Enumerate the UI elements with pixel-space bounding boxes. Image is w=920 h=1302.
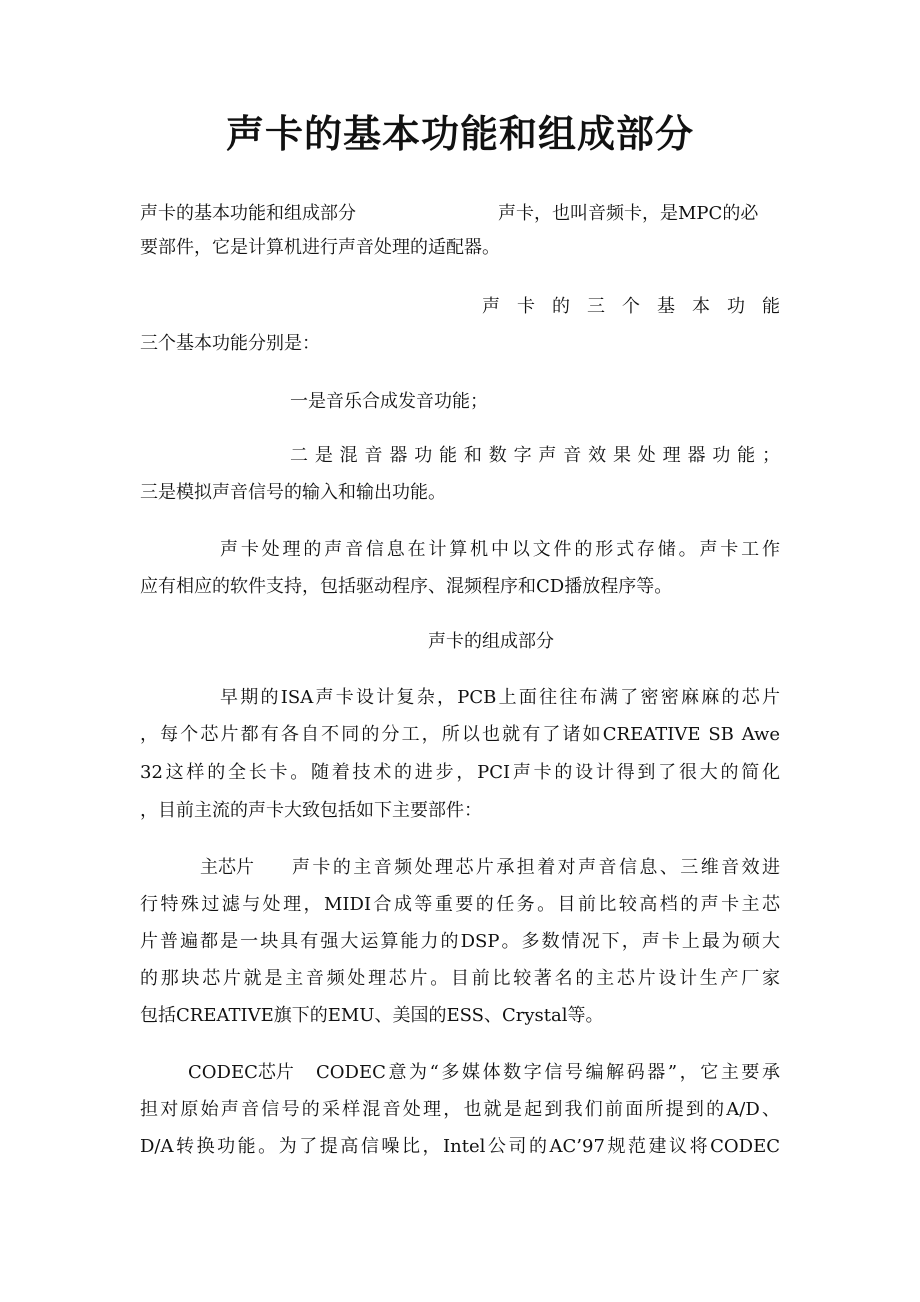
main-chip-line-1 <box>200 856 780 880</box>
main-chip-line-4: 的那块芯片就是主音频处理芯片。目前比较著名的主芯片设计生产厂家 <box>140 968 780 989</box>
components-line-4: ，目前主流的声卡大致包括如下主要部件： <box>140 800 482 821</box>
function-item-3: 三是模拟声音信号的输入和输出功能。 <box>140 482 446 503</box>
codec-description: CODEC意为“多媒体数字信号编解码器”，它主要承 <box>316 1062 780 1083</box>
codec-line-1 <box>188 1061 780 1085</box>
intro-line-1 <box>140 202 780 226</box>
codec-line-2: 担对原始声音信号的采样混音处理，也就是起到我们前面所提到的A/D、 <box>140 1099 780 1120</box>
components-line-3: 32这样的全长卡。随着技术的进步，PCI声卡的设计得到了很大的简化 <box>140 762 780 783</box>
intro-definition: 声卡，也叫音频卡，是MPC的必 <box>498 203 759 224</box>
main-chip-line-2: 行特殊过滤与处理，MIDI合成等重要的任务。目前比较高档的声卡主芯 <box>140 894 780 915</box>
intro-line-2: 要部件，它是计算机进行声音处理的适配器。 <box>140 237 500 258</box>
main-chip-label: 主芯片 <box>200 857 254 878</box>
components-line-1: 早期的ISA声卡设计复杂，PCB上面往往布满了密密麻麻的芯片 <box>220 687 780 708</box>
document-title: 声卡的基本功能和组成部分 <box>225 111 694 156</box>
main-chip-line-5: 包括CREATIVE旗下的EMU、美国的ESS、Crystal等。 <box>140 1005 604 1026</box>
main-chip-line-3: 片普遍都是一块具有强大运算能力的DSP。多数情况下，声卡上最为硕大 <box>140 931 780 952</box>
storage-line-1: 声卡处理的声音信息在计算机中以文件的形式存储。声卡工作 <box>220 539 780 560</box>
components-line-2: ，每个芯片都有各自不同的分工，所以也就有了诸如CREATIVE SB Awe <box>140 724 780 745</box>
codec-label: CODEC芯片 <box>188 1062 294 1083</box>
intro-lead-title: 声卡的基本功能和组成部分 <box>140 203 356 224</box>
main-chip-description: 声卡的主音频处理芯片承担着对声音信息、三维音效进 <box>292 857 780 878</box>
function-item-2: 二是混音器功能和数字声音效果处理器功能； <box>290 445 780 466</box>
codec-line-3: D/A转换功能。为了提高信噪比，Intel公司的AC’97规范建议将CODEC <box>140 1136 780 1157</box>
functions-intro: 三个基本功能分别是： <box>140 333 320 354</box>
storage-line-2: 应有相应的软件支持，包括驱动程序、混频程序和CD播放程序等。 <box>140 576 673 597</box>
components-heading: 声卡的组成部分 <box>428 631 554 652</box>
functions-heading: 声 卡 的 三 个 基 本 功 能 <box>482 296 780 317</box>
function-item-1: 一是音乐合成发音功能； <box>290 391 488 412</box>
